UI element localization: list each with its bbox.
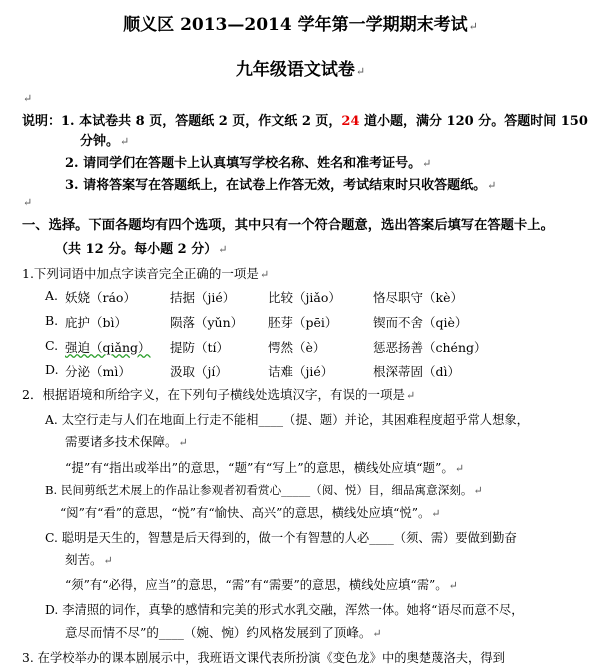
option-label: D. xyxy=(45,362,59,377)
word-cell: 愕然（è） xyxy=(268,340,326,355)
paragraph-mark: ↵ xyxy=(23,92,33,105)
question-2-option-d-cont: 意尽而情不尽”的____（婉、惋）约风格发展到了顶峰。↵ xyxy=(65,625,382,640)
question-2-option-a-note: “提”有“指出或举出”的意思，“题”有“写上”的意思，横线处应填“题”。↵ xyxy=(65,460,465,475)
question-1-stem: 1.下列词语中加点字读音完全正确的一项是↵ xyxy=(22,266,270,281)
word-cell: 胚芽（pēi） xyxy=(268,315,338,330)
word-cell: 庇护（bì） xyxy=(65,315,127,330)
word-cell: 比较（jiǎo） xyxy=(268,290,341,305)
word-cell: 分泌（mì） xyxy=(65,364,131,379)
section-note: （共 12 分。每小题 2 分）↵ xyxy=(55,242,228,257)
instruction-item-3: 3. 请将答案写在答题纸上，在试卷上作答无效，考试结束时只收答题纸。↵ xyxy=(65,178,497,193)
instructions-label: 说明： xyxy=(22,114,62,129)
word-cell: 妖娆（ráo） xyxy=(65,290,136,305)
word-cell: 提防（tí） xyxy=(170,340,230,355)
option-label: B. xyxy=(45,313,59,328)
instruction-item-2: 2. 请同学们在答题卡上认真填写学校名称、姓名和准考证号。↵ xyxy=(65,156,432,171)
word-cell: 拮据（jié） xyxy=(170,290,236,305)
section-heading: 一、选择。下面各题均有四个选项，其中只有一个符合题意，选出答案后填写在答题卡上。 xyxy=(22,218,554,233)
instruction-item-1-cont: 分钟。↵ xyxy=(80,134,130,149)
word-cell: 强迫（qiǎng） xyxy=(65,340,151,355)
paragraph-mark: ↵ xyxy=(23,196,33,209)
word-cell: 汲取（jí） xyxy=(170,364,228,379)
question-2-option-b: B. 民间剪纸艺术展上的作品让参观者初看赏心_____（阅、悦）目，细品寓意深刻。↵ xyxy=(45,483,483,497)
question-2-option-a: A. 太空行走与人们在地面上行走不能相____（提、题）并论，其困难程度超乎常人想象， xyxy=(45,413,529,427)
word-cell: 恪尽职守（kè） xyxy=(373,290,463,305)
question-2-option-a-cont: 需要诸多技术保障。↵ xyxy=(65,434,188,449)
word-cell: 惩恶扬善（chéng） xyxy=(373,340,487,355)
question-2-option-c-cont: 刻苦。↵ xyxy=(65,552,113,567)
question-2-stem: 2．根据语境和所给字义，在下列句子横线处选填汉字，有误的一项是↵ xyxy=(22,387,416,402)
word-cell: 诘难（jié） xyxy=(268,364,334,379)
option-label: C. xyxy=(45,338,59,353)
question-2-option-c-note: “须”有“必得，应当”的意思，“需”有“需要”的意思，横线处应填“需”。↵ xyxy=(65,578,458,592)
word-cell: 陨落（yǔn） xyxy=(170,315,244,330)
word-cell: 根深蒂固（dì） xyxy=(373,364,460,379)
question-2-option-c: C. 聪明是天生的，智慧是后天得到的，做一个有智慧的人必____（须、需）要做到勤奋 xyxy=(45,531,517,545)
question-2-option-b-note: “阅”有“看”的意思，“悦”有“愉快、高兴”的意思，横线处应填“悦”。↵ xyxy=(60,506,441,520)
question-3-stem: 3. 在学校举办的课本剧展示中，我班语文课代表所扮演《变色龙》中的奥楚蔑洛夫，得到 xyxy=(22,651,505,665)
word-cell: 锲而不舍（qiè） xyxy=(373,315,468,330)
question-2-option-d: D. 李清照的词作，真挚的感情和完美的形式水乳交融，浑然一体。她将“语尽而意不尽， xyxy=(45,603,524,617)
exam-title: 顺义区 2013—2014 学年第一学期期末考试↵ xyxy=(123,15,478,35)
exam-subtitle: 九年级语文试卷↵ xyxy=(235,60,366,80)
option-label: A. xyxy=(45,288,59,303)
question-count: 24 xyxy=(341,114,360,129)
instruction-item-1: 说明：1. 本试卷共 8 页，答题纸 2 页，作文纸 2 页，24 道小题，满分 120 分。答题时间 150 xyxy=(22,114,588,129)
